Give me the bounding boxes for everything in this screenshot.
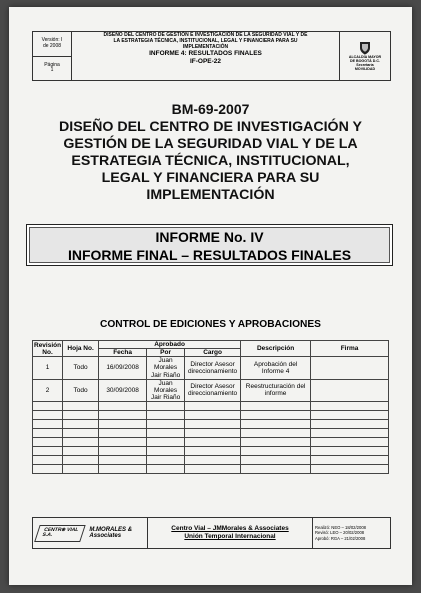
header-title-line1: DISEÑO DEL CENTRO DE GESTIÓN E INVESTIGACIÓN DE LA SEGURIDAD VIAL Y DE (103, 32, 308, 38)
bogota-shield-icon (359, 41, 371, 55)
version-label: Versión: I (41, 37, 63, 44)
col-cargo: Cargo (185, 349, 241, 357)
footer-logos (33, 518, 148, 548)
empty-row (33, 438, 389, 447)
cell-cargo: Director Asesor direccionamiento (185, 379, 241, 401)
informe-number: INFORME No. IV (155, 229, 264, 245)
centro-vial-logo: CENTR⊛ VIAL S.A. (34, 525, 86, 542)
empty-row (33, 429, 389, 438)
document-footer (32, 517, 391, 549)
cell-firma (311, 379, 389, 401)
document-code: BM-69-2007 (171, 101, 250, 117)
title-line: GESTIÓN DE LA SEGURIDAD VIAL Y DE LA (63, 136, 358, 152)
footer-line2: Unión Temporal Internacional (184, 533, 276, 540)
logo-line3: Secretaría (356, 63, 374, 67)
table-header-row (33, 341, 389, 349)
col-hoja: Hoja No. (63, 341, 99, 357)
col-revision: Revisión No. (34, 341, 62, 356)
informe-title: INFORME FINAL – RESULTADOS FINALES (67, 247, 352, 263)
informe-box (26, 224, 393, 266)
footer-rev1: Realizó: NEO – 18/02/2008 (315, 524, 366, 530)
version-block (33, 32, 72, 80)
footer-line1: Centro Vial – JMMorales & Associates (171, 524, 289, 532)
document-page (9, 7, 412, 585)
col-por: Por (147, 349, 185, 357)
title-line: IMPLEMENTACIÓN (146, 187, 275, 203)
col-aprobado: Aprobado (99, 341, 241, 349)
version-date: de 2008 (42, 42, 62, 49)
empty-row (33, 420, 389, 429)
empty-row (33, 411, 389, 420)
empty-row (33, 447, 389, 456)
table-row (33, 379, 389, 401)
logo-line2: DE BOGOTÁ D.C. (350, 58, 380, 63)
alcaldia-logo (340, 32, 390, 80)
cell-hoja: Todo (63, 357, 99, 379)
cell-por: Juan Morales Jair Riaño (147, 357, 185, 379)
document-header (32, 31, 391, 81)
cell-desc: Aprobación del Informe 4 (241, 357, 311, 379)
header-report: INFORME 4: RESULTADOS FINALES (149, 50, 262, 58)
title-line: ESTRATEGIA TÉCNICA, INSTITUCIONAL, (71, 153, 350, 169)
empty-row (33, 402, 389, 411)
footer-consortium (148, 518, 313, 548)
cell-fecha: 30/09/2008 (99, 379, 147, 401)
title-line: LEGAL Y FINANCIERA PARA SU (101, 170, 320, 186)
cell-cargo: Director Asesor direccionamiento (185, 357, 241, 379)
jmmorales-logo: M.MORALES & Associates (89, 527, 133, 539)
cell-firma (311, 357, 389, 379)
footer-rev3: Aprobó: RGA – 21/02/2008 (315, 535, 366, 541)
header-title-line2: LA ESTRATEGIA TÉCNICA, INSTITUCIONAL, LEGAL Y FINANCIERA PARA SU (113, 37, 298, 44)
col-firma: Firma (311, 341, 389, 357)
document-title (29, 119, 392, 204)
logo-line4: MOVILIDAD (354, 67, 376, 72)
control-title: CONTROL DE EDICIONES Y APROBACIONES (100, 319, 321, 330)
empty-row (33, 465, 389, 474)
cell-por: Juan Morales Jair Riaño (147, 379, 185, 401)
header-title-block (72, 32, 340, 80)
header-title-line3: IMPLEMENTACIÓN (182, 43, 229, 50)
cell-rev: 2 (33, 379, 63, 401)
approvals-table (32, 340, 389, 474)
col-descripcion: Descripción (241, 341, 311, 357)
cell-desc: Reestructuración del informe (241, 379, 311, 401)
header-doc-code: IF-OPE-22 (189, 57, 222, 65)
logo-line1: ALCALDÍA MAYOR (348, 54, 382, 59)
cell-rev: 1 (33, 357, 63, 379)
title-line: DISEÑO DEL CENTRO DE INVESTIGACIÓN Y (59, 119, 362, 135)
cell-fecha: 16/09/2008 (99, 357, 147, 379)
table-row (33, 357, 389, 379)
footer-revision-info (313, 518, 390, 548)
empty-row (33, 456, 389, 465)
page-number: 1 (50, 67, 54, 74)
col-fecha: Fecha (99, 349, 147, 357)
footer-rev2: Revisó: LEO – 20/02/2008 (315, 530, 365, 536)
cell-hoja: Todo (63, 379, 99, 401)
page-label: Página (44, 61, 60, 68)
